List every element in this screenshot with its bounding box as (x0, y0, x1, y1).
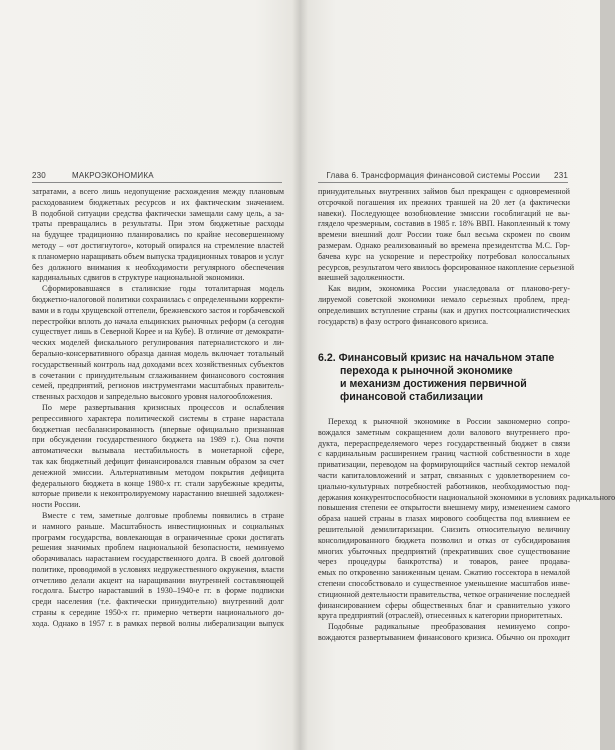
text-line: образа нашей страны в глазах мирового сообщества под влиянием ее (318, 514, 570, 524)
left-header-rule (32, 182, 282, 183)
text-line: навеки). Последующее возобновление эмиссии гособлигаций не вы- (318, 208, 570, 218)
right-body-text-top (318, 187, 575, 327)
text-line: государственный контроль над доходами всех хозяйственных субъектов (32, 359, 284, 369)
text-line: так как бюджетный дефицит финансировался главным образом за счет (32, 456, 284, 466)
text-line: политике, проводимой в условиях недружественного окружения, власти (32, 564, 284, 574)
text-line: вами и в годы хрущевской оттепели, брежневского застоя и горбачевской (32, 305, 285, 315)
text-line: семей, предприятий, регионов инструментами масштабных правитель- (32, 381, 284, 391)
text-line: циально-культурных потребностей работников, необходимостью под- (318, 481, 570, 491)
text-line: стиционной деятельности правительства, четкое ограничение последней (318, 589, 570, 599)
text-line: Переход к рыночной экономике в России закономерно сопро- (328, 417, 570, 426)
text-line: финансированием сферы общественных благ и сравнительно узкого (318, 600, 570, 610)
text-line: лируемой советской экономики немало серьезных проблем, пред- (318, 294, 570, 304)
text-line: решительной демилитаризации. Снизить относительную величину (318, 524, 570, 534)
text-line: на будущее традиционно планировались по крайне несовершенному (32, 230, 284, 240)
text-line: По мере развертывания кризисных процессов и ослабления (42, 402, 284, 412)
text-line: в сочетании с принудительным сглаживанием финансового состояния (32, 370, 284, 380)
text-line: берально-консервативного образца данная модель включает тотальный (32, 348, 284, 358)
book-gutter (292, 0, 308, 750)
text-line: бюджетная несбалансированность (впервые официально признанная (32, 424, 284, 434)
text-line: перестройки вплоть до начала ельцинских рыночных реформ (а сегодня (32, 316, 284, 326)
text-line: программ государства, вовлекающая в ограниченные сроки достигать (32, 532, 284, 542)
text-line: Сформировавшаяся в сталинские годы тоталитарная модель (42, 284, 284, 294)
text-line: держания конкурентоспособности национальной экономики в условиях радикального (318, 492, 615, 502)
text-line: существует лишь в Северной Корее и на Кубе). В отличие от демократи- (32, 327, 284, 337)
right-running-head (318, 171, 568, 180)
text-line: хода. Однако в 1957 г. в рамках первой волны либерализации выпуск (32, 618, 284, 628)
right-header-rule (318, 182, 568, 183)
text-line: определивших вступление страны (как и других постсоциалистических (318, 305, 570, 315)
right-body-text-bottom (318, 417, 615, 644)
text-line: госдолга. Быстро нараставший в 1930–1940-е гг. в форме подписки (32, 586, 284, 596)
right-page (300, 0, 615, 750)
text-line: методу – «от достигнутого», который опирался на стремление властей (32, 240, 284, 250)
text-line: части капиталовложений и затрат, связанных с удовлетворением со- (318, 470, 570, 480)
text-line: при обсуждении государственного бюджета на 1989 г.). Она почти (32, 435, 284, 445)
left-running-head (32, 171, 282, 180)
text-line: и намного раньше. Масштабность инвестиционных и социальных (32, 521, 284, 531)
text-line: дукта, перераспределяемого через государственный бюджет в связи (318, 438, 570, 448)
text-line: вождался заметным сокращением доли валового внутреннего про- (318, 427, 570, 437)
left-page-number: 230 (32, 171, 46, 180)
text-line: повышения степени ее открытости внешнему миру, изменением самого (318, 503, 570, 513)
text-line: В подобной ситуации средства фактически замещали саму цель, а за- (32, 208, 284, 218)
text-line: ственных расходов и запредельно высокого уровня налогообложения. (32, 392, 273, 402)
text-line: отчетливо делали акцент на наращивании внутренней составляющей (32, 575, 284, 585)
text-line: решения значимых проблем национальной безопасности, неминуемо (32, 543, 284, 553)
left-running-head-title: МАКРОЭКОНОМИКА (71, 171, 154, 180)
text-line: круга предприятий (отраслей), отнесенных к категории приоритетных. (318, 611, 563, 621)
text-line: Вместе с тем, заметные долговые проблемы появились в стране (42, 510, 284, 520)
text-line: страны к середине 1950-х гг. примерно четверти национального до- (32, 608, 284, 618)
section-heading-line: финансовой стабилизации (340, 391, 483, 403)
text-line: кардинальных сдвигов в структуре национальной экономики. (32, 273, 245, 283)
section-heading-line: перехода к рыночной экономике (340, 365, 513, 377)
text-line: степени способствовало и существенное уменьшение масштабов инве- (318, 578, 570, 588)
text-line: Подобные радикальные преобразования неминуемо сопро- (328, 622, 570, 632)
section-heading-line: 6.2. Финансовый кризис на начальном этапе (318, 352, 555, 364)
text-line: ческих моделей фискального регулирования патерналистского и ли- (32, 338, 284, 348)
text-line: внешней задолженности. (318, 273, 405, 283)
text-line: автоматически вызывала нестабильность в монетарной сфере, (32, 446, 284, 456)
right-page-number: 231 (554, 171, 568, 180)
text-line: многих убыточных предприятий (прекративших свое существование (318, 546, 570, 556)
text-line: денежной эмиссии. Альтернативным методом покрытия дефицита (32, 467, 284, 477)
text-line: федерального бюджета в конце 1980-х гг. стали зарубежные кредиты, (32, 478, 284, 488)
text-line: Как видим, экономика России унаследовала от планово-регу- (328, 284, 570, 294)
text-line: вождаются развертыванием финансового кризиса. Обычно он проходит (318, 632, 570, 642)
text-line: к планомерно наращивать объем выпуска традиционных товаров и услуг (32, 251, 285, 261)
text-line: принудительных внутренних займов был прекращен с одновременной (318, 187, 570, 196)
text-line: которые привели к неконтролируемому нарастанию внешней задолжен- (32, 489, 284, 499)
text-line: траты превращались в результаты. При этом бюджетные расходы (32, 219, 284, 229)
text-line: оборачивалась нарастанием государственного долга. В своей долговой (32, 554, 284, 564)
text-line: затратами, а всего лишь недопущение расхождения между плановым (32, 187, 284, 196)
text-line: репрессивного характера политической системы в стране нарастала (32, 413, 284, 423)
text-line: через процедуры банкротства) и товаров, ранее продава- (318, 557, 570, 567)
text-line: консолидированного бюджета позволил и отказ от субсидирования (318, 535, 570, 545)
text-line: ности России. (32, 500, 81, 510)
section-heading (318, 352, 570, 404)
text-line: приватизации, переводом на формирующийся частный сектор немалой (318, 460, 570, 470)
text-line: бюджетно-налоговой политики сохранилась с определенными корректи- (32, 294, 284, 304)
text-line: времени внешний долг России тоже был весьма скромен по своим (318, 230, 570, 240)
text-line: бачева курс на ускорение и перестройку потребовал колоссальных (318, 251, 570, 261)
right-running-head-title: Глава 6. Трансформация финансовой системы России (326, 171, 541, 180)
text-line: размерам. Однако реализованный во времена президентства М.С. Гор- (318, 240, 570, 250)
text-line: ресурсов, результатом чего явилось форсированное накопление серьезной (318, 262, 575, 272)
text-line: с кардинальным расширением границ частной собственности в ходе (318, 449, 570, 459)
text-line: без должного внимания к необходимости регулярного обеспечения (32, 262, 284, 272)
left-body-text (32, 187, 284, 630)
text-line: среди населения (т.е. фактически принудительно) внутренний долг (32, 597, 284, 607)
text-line: расходованием бюджетных ресурсов и их фактическим значением. (32, 197, 284, 207)
text-line: государств) в фазу острого финансового кризиса. (318, 316, 488, 326)
left-page (0, 0, 300, 750)
text-line: отсрочкой погашения их прежних траншей на 20 лет (а фактически (318, 197, 570, 207)
text-line: глядело чрезмерным, составив в 1985 г. 18% ВВП. Накопленный к тому (318, 219, 570, 229)
text-line: емых по откровенно заниженным ценам. Сжатию госсектора в немалой (318, 568, 570, 578)
section-heading-line: и механизм достижения первичной (340, 378, 527, 390)
